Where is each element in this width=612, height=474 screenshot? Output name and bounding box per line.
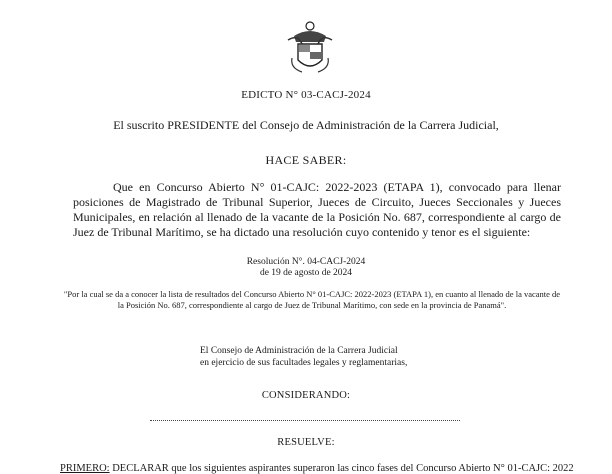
announcement-heading: HACE SABER: [265, 153, 347, 167]
council-line-1: El Consejo de Administración de la Carrera Judicial [200, 346, 398, 356]
resolution-quote: "Por la cual se da a conocer la lista de resultados del Concurso Abierto N° 01-CAJC: 2022-2023 (ETAPA 1), en cuanto al llenado de la vacante de la Posición No. 687, correspondiente al cargo de Juez de Tribunal Marítimo, con sede en la provincia de Panamá". [63, 289, 561, 310]
primero-label: PRIMERO: [60, 463, 110, 474]
council-block [200, 345, 407, 369]
edict-title: EDICTO N° 03-CACJ-2024 [241, 89, 371, 101]
council-line-2: en ejercicio de sus facultades legales y reglamentarias, [200, 358, 408, 368]
resuelve-heading: RESUELVE: [277, 437, 335, 448]
coat-of-arms-seal-icon [284, 18, 336, 76]
dotted-divider [150, 420, 460, 421]
primero-text: DECLARAR que los siguientes aspirantes superaron las cinco fases del Concurso Abierto N° 01-CAJC: 2022 [112, 463, 574, 474]
resolution-date: de 19 de agosto de 2024 [259, 268, 353, 278]
primero-clause [60, 463, 574, 474]
issuer-line: El suscrito PRESIDENTE del Consejo de Administración de la Carrera Judicial, [113, 118, 499, 132]
resolution-number: Resolución N°. 04-CACJ-2024 [246, 257, 366, 267]
body-paragraph: Que en Concurso Abierto N° 01-CAJC: 2022-2023 (ETAPA 1), convocado para llenar posiciones de Magistrado de Tribunal Superior, Jueces de Circuito, Jueces Seccionales y Jueces Municipales, en relación al llenado de la vacante de la Posición No. 687, correspondiente al cargo de Juez de Tribunal Marítimo, se ha dictado una resolución cuyo contenido y tenor es el siguiente: [73, 180, 561, 239]
considerando-heading: CONSIDERANDO: [261, 390, 351, 401]
